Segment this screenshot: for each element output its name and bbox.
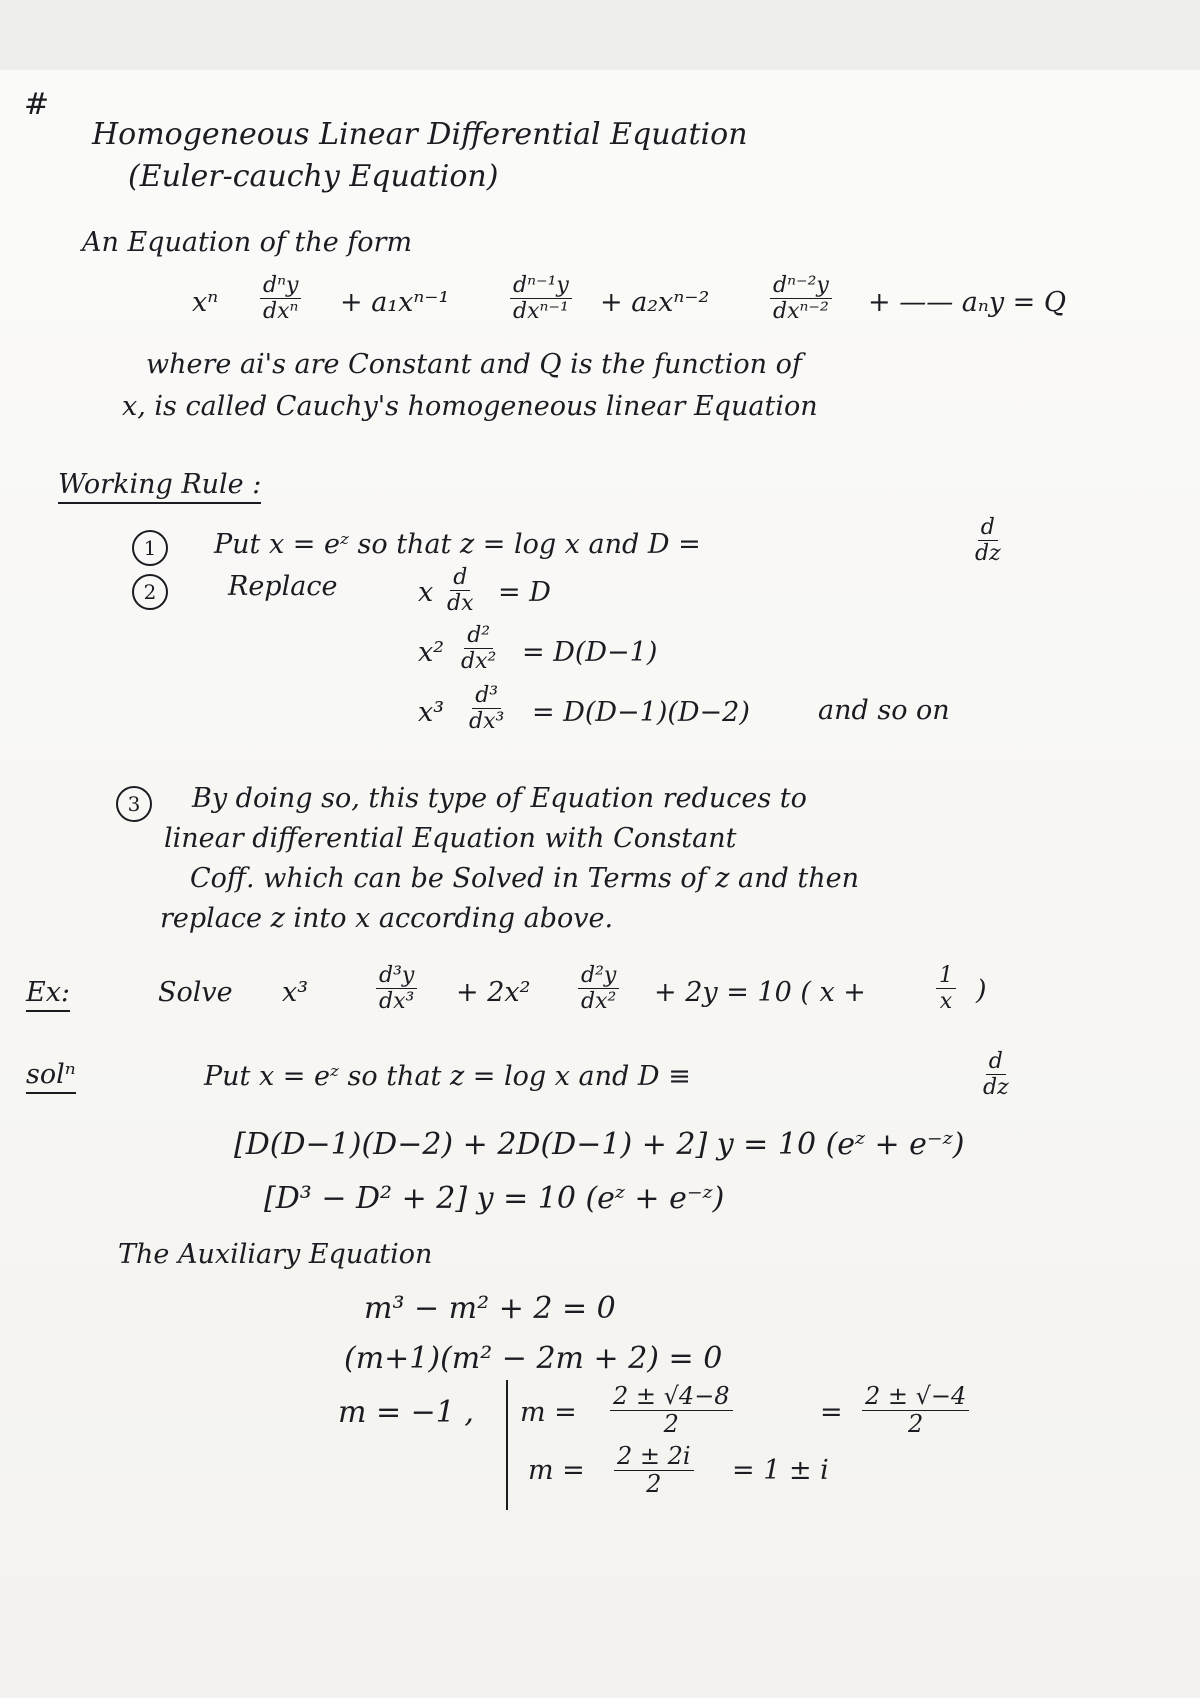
step3-line2: linear differential Equation with Constant bbox=[164, 823, 737, 854]
step3-circle: 3 bbox=[116, 786, 152, 822]
roots-divider bbox=[506, 1380, 508, 1510]
eq-term3-coef: + a₂xⁿ⁻² bbox=[600, 287, 710, 318]
page-subtitle: (Euler-cauchy Equation) bbox=[128, 159, 499, 194]
root-two-lhs: m = bbox=[520, 1397, 577, 1428]
solution-line1: [D(D−1)(D−2) + 2D(D−1) + 2] y = 10 (eᶻ + e⁻ᶻ) bbox=[234, 1127, 965, 1162]
root-three-den: 2 bbox=[646, 1470, 662, 1499]
step1-frac-den: dz bbox=[975, 541, 1001, 567]
root-two-eq: = bbox=[820, 1397, 843, 1428]
eq-term3-fraction bbox=[770, 274, 832, 323]
definition-where-line1: where ai's are Constant and Q is the function of bbox=[146, 349, 802, 380]
eq-tail: + —— aₙy = Q bbox=[868, 287, 1067, 318]
example-rest: + 2y = 10 ( x + bbox=[654, 977, 866, 1008]
hash-mark: # bbox=[24, 87, 50, 122]
solution-label: solⁿ bbox=[26, 1060, 76, 1090]
auxiliary-heading: The Auxiliary Equation bbox=[118, 1239, 433, 1270]
eq-term3-den: dxⁿ⁻² bbox=[773, 299, 829, 325]
auxiliary-eq1: m³ − m² + 2 = 0 bbox=[364, 1291, 616, 1326]
example-term1-den: dx³ bbox=[379, 989, 415, 1015]
eq-term1-den: dxⁿ bbox=[263, 299, 299, 325]
step1-frac-num: d bbox=[978, 516, 998, 541]
replace1-coef: x bbox=[418, 577, 434, 608]
solution-line2: [D³ − D² + 2] y = 10 (eᶻ + e⁻ᶻ) bbox=[264, 1181, 725, 1216]
root-two-b-den: 2 bbox=[908, 1410, 924, 1439]
example-term1-fraction bbox=[376, 964, 417, 1013]
replace3-den: dx³ bbox=[469, 709, 505, 735]
step3-line4: replace z into x according above. bbox=[160, 903, 614, 934]
definition-intro: An Equation of the form bbox=[82, 227, 413, 258]
replace3-rhs: = D(D−1)(D−2) bbox=[532, 697, 750, 728]
root-two-b-num: 2 ± √−4 bbox=[862, 1384, 969, 1411]
step2-circle: 2 bbox=[132, 574, 168, 610]
replace2-num: d² bbox=[464, 624, 493, 649]
replace2-fraction bbox=[458, 624, 499, 673]
working-rule-heading: Working Rule : bbox=[58, 470, 261, 500]
root-three-num: 2 ± 2i bbox=[614, 1444, 694, 1471]
auxiliary-eq2: (m+1)(m² − 2m + 2) = 0 bbox=[344, 1341, 723, 1376]
replace3-coef: x³ bbox=[418, 697, 445, 728]
example-term2-num: d²y bbox=[578, 964, 619, 989]
step3-line1: By doing so, this type of Equation reduces to bbox=[192, 783, 807, 814]
eq-term1-fraction bbox=[260, 274, 301, 323]
page-title: Homogeneous Linear Differential Equation bbox=[92, 117, 748, 152]
step1-circle: 1 bbox=[132, 530, 168, 566]
eq-term2-num: dⁿ⁻¹y bbox=[510, 274, 572, 299]
definition-where-line2: x, is called Cauchy's homogeneous linear Equation bbox=[122, 391, 818, 422]
replace3-num: d³ bbox=[472, 684, 501, 709]
step3-line3: Coff. which can be Solved in Terms of z and then bbox=[190, 863, 860, 894]
solution-put-den: dz bbox=[983, 1075, 1009, 1101]
root-two-b-fraction bbox=[862, 1384, 969, 1437]
solution-put-text: Put x = eᶻ so that z = log x and D ≡ bbox=[204, 1061, 691, 1092]
eq-term2-den: dxⁿ⁻¹ bbox=[513, 299, 569, 325]
eq-term3-num: dⁿ⁻²y bbox=[770, 274, 832, 299]
example-close-paren: ) bbox=[976, 975, 987, 1006]
replace2-coef: x² bbox=[418, 637, 445, 668]
example-term1-num: d³y bbox=[376, 964, 417, 989]
replace3-tail: and so on bbox=[818, 695, 950, 726]
root-two-fraction bbox=[610, 1384, 733, 1437]
eq-term2-coef: + a₁xⁿ⁻¹ bbox=[340, 287, 450, 318]
step2-text: Replace bbox=[228, 571, 338, 602]
example-fraction bbox=[936, 964, 956, 1013]
replace1-den: dx bbox=[447, 591, 474, 617]
example-label: Ex: bbox=[26, 978, 70, 1008]
replace1-num: d bbox=[450, 566, 470, 591]
example-frac-den: x bbox=[939, 989, 953, 1015]
eq-term2-fraction bbox=[510, 274, 572, 323]
root-one: m = −1 , bbox=[338, 1395, 474, 1430]
page-top-strip bbox=[0, 0, 1200, 70]
root-three-lhs: m = bbox=[528, 1455, 585, 1486]
root-three-rhs: = 1 ± i bbox=[732, 1455, 829, 1486]
example-frac-num: 1 bbox=[936, 964, 956, 989]
root-three-fraction bbox=[614, 1444, 694, 1497]
replace2-rhs: = D(D−1) bbox=[522, 637, 658, 668]
example-term2-fraction bbox=[578, 964, 619, 1013]
root-two-num: 2 ± √4−8 bbox=[610, 1384, 733, 1411]
example-term2-den: dx² bbox=[581, 989, 617, 1015]
replace1-fraction bbox=[444, 566, 477, 615]
root-two-den: 2 bbox=[663, 1410, 679, 1439]
eq-term1-coef: xⁿ bbox=[192, 287, 219, 318]
step1-text: Put x = eᶻ so that z = log x and D = bbox=[214, 529, 701, 560]
replace1-rhs: = D bbox=[498, 577, 551, 608]
replace3-fraction bbox=[466, 684, 507, 733]
example-term2-coef: + 2x² bbox=[456, 977, 531, 1008]
replace2-den: dx² bbox=[461, 649, 497, 675]
example-term1-coef: x³ bbox=[282, 977, 309, 1008]
solution-put-num: d bbox=[986, 1050, 1006, 1075]
step1-fraction bbox=[972, 516, 1004, 565]
example-solve-word: Solve bbox=[158, 977, 233, 1008]
eq-term1-num: dⁿy bbox=[260, 274, 301, 299]
solution-put-fraction bbox=[980, 1050, 1012, 1099]
